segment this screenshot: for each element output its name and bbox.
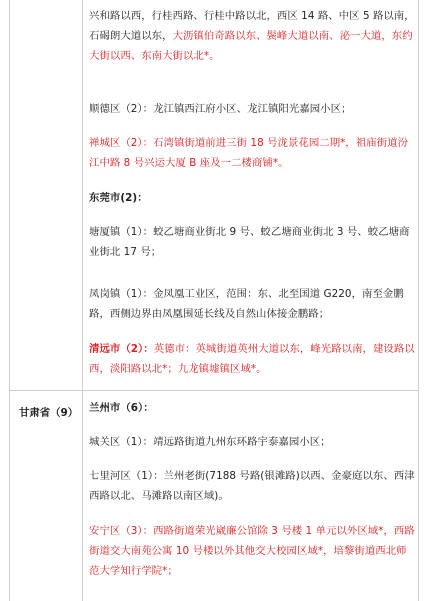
- province-gansu: 甘肃省（9）: [19, 407, 79, 419]
- chancheng-text: 禅城区（2）：石湾镇街道前进三街 18 号泷景花园二期*，祖庙街道汾江中路 8 号兴运大厦 B 座及一二楼商铺*。: [89, 137, 409, 169]
- qilihe-text: 七里河区（1）：兰州老街(7188 号路(银滩路)以西、金豪庭以东、西津西路以北、马滩路以南区域)。: [89, 470, 415, 502]
- fenggang-text: 凤岗镇（1）：金凤凰工业区，范围：东、北至国道 G220，南至金鹏路，西侧边界由凤凰围延长线及自然山体接金鹏路；: [89, 288, 404, 320]
- table-row-divider: [9, 390, 419, 391]
- yingde-text: 英德市：英城街道英州大道以东，峰光路以南，建设路以西，淡阳路以北*；九龙镇墟镇区域*。: [89, 343, 415, 375]
- qilihe-paragraph: [89, 466, 417, 506]
- table-border-right: [418, 0, 419, 601]
- tangxia-paragraph: [89, 222, 417, 262]
- dongguan-heading-text: 东莞市(2)：: [89, 192, 148, 204]
- tangxia-text: 塘厦镇（1）：蛟乙塘商业街北 9 号、蛟乙塘商业街北 3 号、蛟乙塘商业街北 17 号；: [89, 226, 410, 258]
- lanzhou-heading: [89, 398, 417, 418]
- lanzhou-heading-text: 兰州市（6）：: [89, 402, 154, 414]
- shunde-paragraph: [89, 99, 417, 119]
- qingyuan-heading: 清远市（2）：: [89, 343, 154, 355]
- dongguan-heading: [89, 188, 417, 208]
- table-column-divider: [82, 0, 83, 601]
- dali-town-text: 大沥镇伯奇路以东、鬓峰大道以南、泌一大道，东约大街以西、东南大街以北*。: [89, 30, 413, 62]
- chancheng-paragraph: [89, 133, 417, 173]
- fenggang-paragraph: [89, 284, 417, 324]
- nanhai-text: 兴和路以西，行桂西路、行桂中路以北，西区 14 路、中区 5 路以南，石碣朗大道以东，: [89, 10, 415, 42]
- chengguan-text: 城关区（1）：靖远路街道九州东环路宇泰嘉园小区；: [89, 436, 331, 448]
- anning-paragraph: [89, 521, 417, 581]
- shunde-text: 顺德区（2）：龙江镇西江府小区、龙江镇阳光嘉园小区；: [89, 103, 352, 115]
- qingyuan-paragraph: [89, 339, 417, 379]
- chengguan-paragraph: [89, 432, 417, 452]
- guangdong-nanhai-paragraph: [89, 6, 417, 66]
- anning-text: 安宁区（3）：西路街道荣光崴廉公馆除 3 号楼 1 单元以外区域*，西路街道交大南苑公寓 10 号楼以外其他交大校园区域*，培黎街道西北师范大学知行学院*；: [89, 525, 415, 577]
- table-border-left: [9, 0, 10, 601]
